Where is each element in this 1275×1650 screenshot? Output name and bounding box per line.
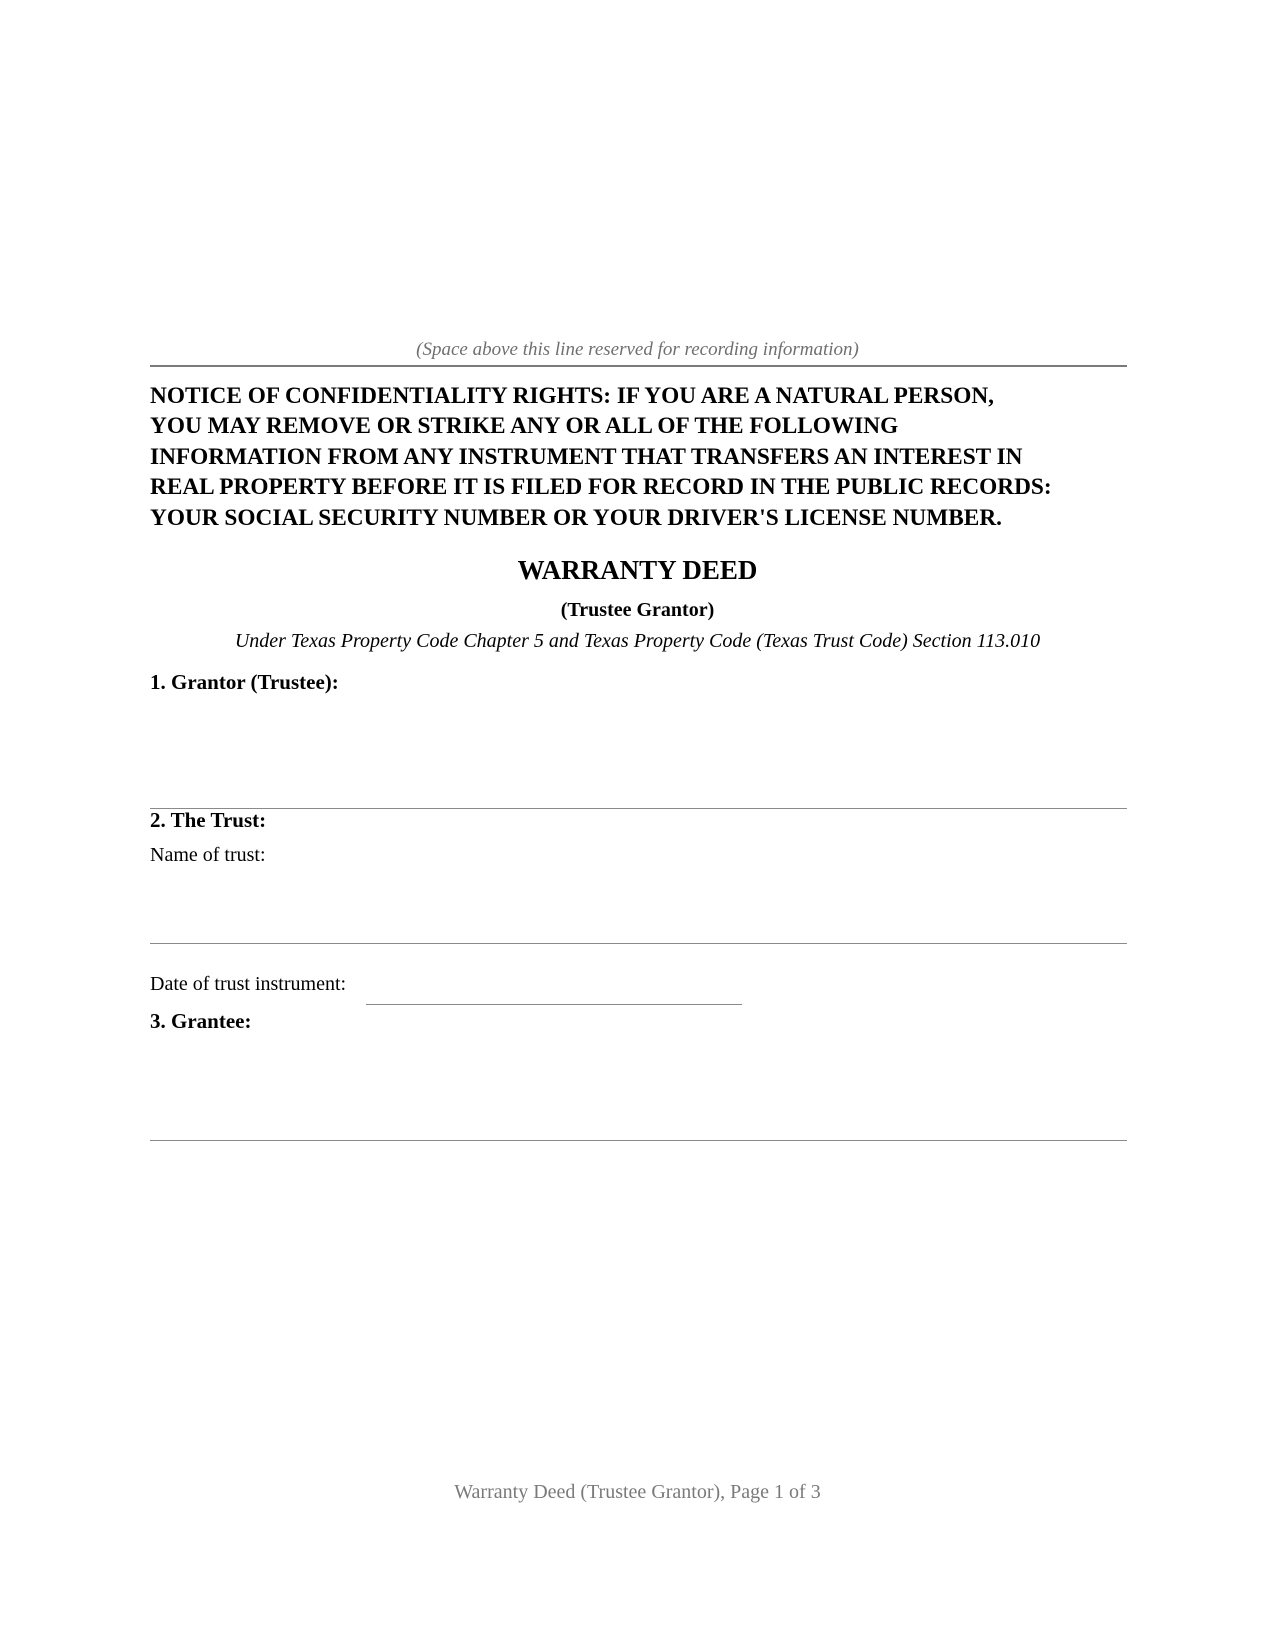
grantor-rule	[150, 808, 1127, 809]
grantee-heading: 3. Grantee:	[150, 1009, 252, 1033]
statutory-authority: Under Texas Property Code Chapter 5 and Texas Property Code (Texas Trust Code) Section 113.010	[234, 630, 1041, 652]
confidentiality-notice	[150, 381, 1140, 533]
document-subtitle: (Trustee Grantor)	[560, 599, 715, 621]
page-footer: Warranty Deed (Trustee Grantor), Page 1 of 3	[454, 1481, 821, 1503]
grantee-rule	[150, 1140, 1127, 1141]
notice-line: REAL PROPERTY BEFORE IT IS FILED FOR RECORD IN THE PUBLIC RECORDS:	[150, 474, 1052, 501]
notice-line: YOUR SOCIAL SECURITY NUMBER OR YOUR DRIVER'S LICENSE NUMBER.	[150, 504, 1002, 531]
notice-line: NOTICE OF CONFIDENTIALITY RIGHTS: IF YOU ARE A NATURAL PERSON,	[150, 383, 994, 409]
trust-date-label: Date of trust instrument:	[150, 973, 347, 995]
trust-name-label: Name of trust:	[150, 844, 266, 866]
notice-line: INFORMATION FROM ANY INSTRUMENT THAT TRANSFERS AN INTEREST IN	[150, 443, 1023, 470]
notice-line: YOU MAY REMOVE OR STRIKE ANY OR ALL OF THE FOLLOWING	[150, 413, 899, 440]
trust-heading: 2. The Trust:	[150, 808, 267, 832]
trust-name-rule	[150, 943, 1127, 944]
grantor-heading: 1. Grantor (Trustee):	[150, 670, 339, 694]
recording-divider	[150, 365, 1127, 367]
document-title: WARRANTY DEED	[517, 555, 758, 585]
trust-name-field[interactable]	[150, 872, 1127, 940]
trust-date-rule	[366, 1004, 742, 1005]
grantee-field[interactable]	[150, 1040, 1127, 1138]
grantor-field[interactable]	[150, 700, 1127, 800]
recording-reserved-note: (Space above this line reserved for recording information)	[416, 339, 859, 360]
trust-date-field[interactable]	[366, 973, 742, 1001]
